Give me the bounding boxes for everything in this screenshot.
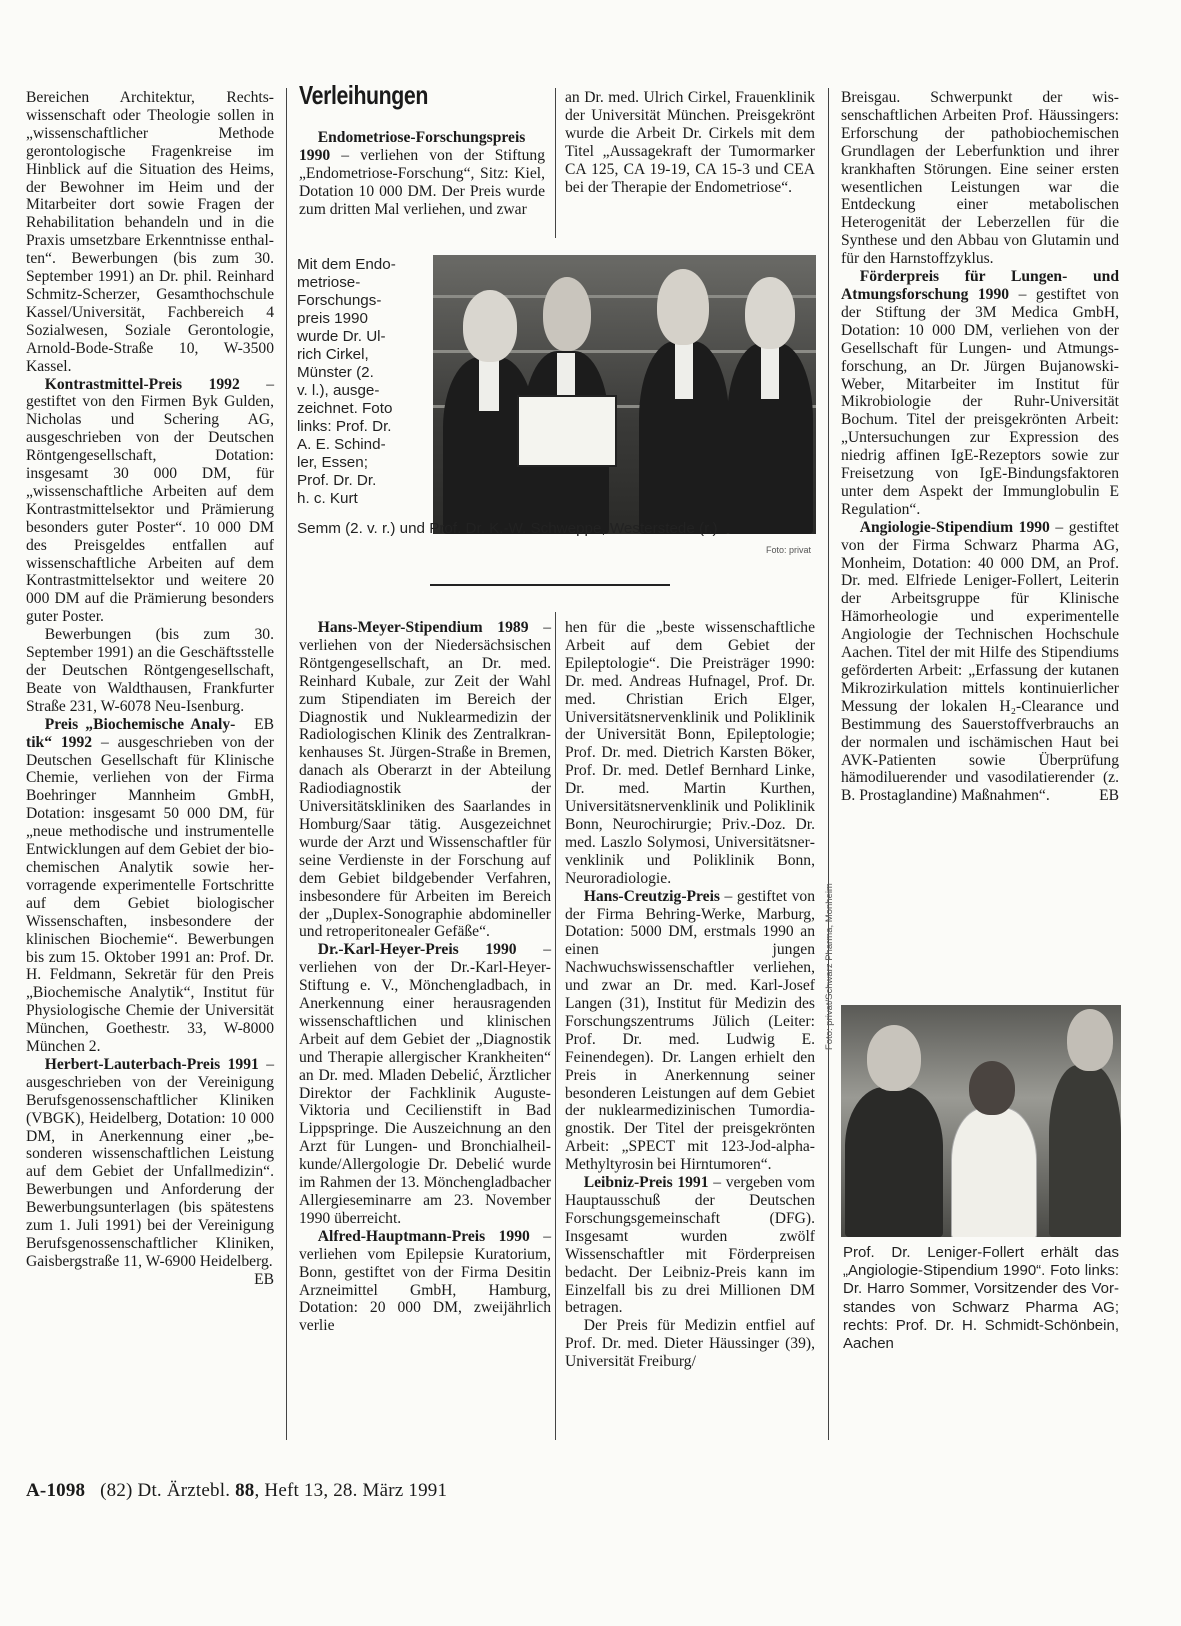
award-title: Herbert-Lauterbach-Preis 1991: [44, 1055, 259, 1073]
paragraph-text: – ausgeschrieben von der Vereinigung Berufsgenossenschaftlicher Kliniken (VBGK), Heidelberg, Dotation: 10 000 DM, in Anerkennung einer „besonderen wissenschaftlichen Leistung auf dem Gebiet der Unfallmedizin“. Bewerbungen und Anforderung der Bewerbungsunterlagen (bis spätestens zum 1. Juli 1991) bei der Vereinigung Berufsgenossenschaftlicher Kliniken, Gaisbergstraße 11, W-6900 Heidelberg.: [26, 1055, 274, 1270]
paragraph: [299, 619, 551, 941]
photo2-credit: Foto: privat/Schwarz Pharma, Monheim: [824, 883, 835, 1050]
paragraph-text: hen für die „beste wissenschaftliche Arbeit auf dem Gebiet der Epileptologie“. Die Preisträger 1990: Dr. med. Andreas Hufnagel, Prof. Dr. med. Christian Erich Elger, Universitätsnervenklinik und Poliklinik der Universität Bonn, Epileptologie; Prof. Dr. med. Dietrich Karsten Böker, Prof. Dr. med. Detlef Bernhard Linke, Dr. med. Martin Kurthen, Universitätsnervenklinik und Poliklinik Bonn, Neurochirurgie; Priv.-Doz. Dr. med. Laszlo Solymosi, Universitätsnervenklinik und Poliklinik Bonn, Neuroradiologie.: [565, 619, 815, 887]
paragraph-text: an Dr. med. Ulrich Cirkel, Frauenklinik der Universität München. Preisgekrönt wurde die Arbeit Dr. Cirkels mit dem Titel „Aussagekraft der Tumormarker CA 125, CA 19-19, CA 15-3 und CEA bei der Therapie der Endometriose“.: [565, 89, 815, 196]
paragraph-text: – gestiftet von der Firma Schwarz Pharma AG, Monheim, Dotation: 40 000 DM, an Prof. Dr. med. Elfriede Leniger-Follert, Leiterin der Arbeitsgruppe für Klinische Hämorheologie und experimentelle Angiologie der Technischen Hochschule Aachen. Titel der mit Hilfe des Stipendiums geförderten Arbeit: „Erfassung der kutanen Mikrozirkulation mittels kontinuierlicher Messung der lokalen H₂-Clearance und Bestimmung des Sauerstoffverbrauchs an der normalen und ischämischen Haut bei AVK-Patienten sowie Überprüfung hämodiluerender und vasodilatierender (z. B. Prostaglandine) Maßnahmen“.: [841, 518, 1120, 805]
paragraph: [565, 89, 815, 196]
journal-volume: 88: [235, 1480, 255, 1501]
person-figure: [841, 1005, 951, 1237]
award-title: Endometriose-Forschungspreis 1990: [299, 129, 526, 164]
paragraph: [26, 716, 274, 1056]
article-column-2-top: [299, 129, 545, 219]
column-rule: [555, 88, 556, 238]
paragraph-text: – verliehen von der Stiftung „Endometriose-Forschung“, Sitz: Kiel, Dotation 10 000 DM. Der Preis wurde zum dritten Mal verliehen, und zwar: [299, 146, 545, 218]
photo1-side-caption: Mit dem Endo- metriose- Forschungs- preis 1990 wurde Dr. Ul- rich Cirkel, Münster (2. v. l.), ausge- zeichnet. Foto links: Prof. Dr. A. E. Schind- ler, Essen; Prof. Dr. Dr. h. c. Kurt: [297, 256, 396, 507]
journal-name: Dt. Ärztebl.: [137, 1480, 231, 1501]
award-ceremony-photo: [433, 255, 816, 534]
stipendium-photo: [841, 1005, 1121, 1237]
paragraph: [299, 1228, 551, 1335]
author-initials: EB: [254, 715, 274, 733]
column-rule: [828, 88, 829, 1440]
person-figure: [723, 255, 816, 534]
award-title: Förderpreis für Lungen- und Atmungsforschung 1990: [841, 268, 1119, 303]
paragraph-text: – verliehen von der Niedersächsischen Röntgengesellschaft, an Dr. med. Reinhard Kubale, zur Zeit der Wahl zum Stipendiaten im Bereich der Diagnostik und Nuklearmedizin der Radiologischen Klinik des Zentralkrankenhauses St. Jürgen-Straße in Bremen, danach als Oberarzt in der Abteilung Radiodiagnostik der Universitätskliniken des Saarlandes in Homburg/Saar tätig. Ausgezeichnet wurde der Arzt und Wissenschaftler für seine Verdienste in der Forschung auf dem Gebiet bildgebender Verfahren, insbesondere für Arbeiten im Bereich der „Duplex-Sonographie abdomineller und retroperitonealer Gefäße“.: [299, 619, 551, 941]
page-id: A-1098: [26, 1480, 86, 1501]
column-rule: [286, 88, 287, 1440]
paragraph: [26, 89, 274, 376]
photo1-credit: Foto: privat: [766, 545, 812, 555]
paragraph: [565, 619, 815, 888]
paragraph-text: – gestiftet von der Stiftung der 3M Medica GmbH, Dotation: 10 000 DM, verliehen von der Gesellschaft für Lungen- und Atmungsforschung, an Dr. Jürgen Bujanowski-Weber, Mitarbeiter im Institut für Mikrobiologie der Ruhr-Universität Bochum. Titel der preisgekrönten Arbeit: „Untersuchungen zur Expression des niedrig affinen IgE-Rezeptors sowie zur Freisetzung von IgE-Bindungsfaktoren unter dem Aspekt der Immunglobulin E Regulation“.: [841, 285, 1119, 518]
paragraph: [841, 268, 1119, 519]
photo1-bottom-caption: Semm (2. v. r.) und Prof. Dr. K.-W. Schweppe, Westerstede (r.): [297, 520, 718, 537]
award-title: Kontrastmittel-Preis 1992: [44, 375, 240, 393]
photo2-caption: Prof. Dr. Leniger-Follert erhält das „Angiologie-Stipendium 1990“. Foto links: Dr. Harro Sommer, Vorsitzender des Vorstandes von Schwarz Pharma AG; rechts: Prof. Dr. H. Schmidt-Schönbein, Aachen: [843, 1244, 1119, 1353]
award-title: Leibniz-Preis 1991: [583, 1174, 709, 1192]
article-column-2-bottom: [299, 619, 551, 1335]
paragraph: [565, 1174, 815, 1317]
award-title: Dr.-Karl-Heyer-Preis 1990: [317, 941, 517, 959]
award-certificate: [517, 395, 617, 467]
paragraph: [26, 376, 274, 627]
section-heading: Verleihungen: [299, 80, 428, 110]
journal-issue: , Heft 13, 28. März 1991: [254, 1480, 448, 1501]
paragraph-text: – ausgeschrieben von der Deutschen Gesellschaft für Klinische Chemie, verliehen von der Firma Boehringer Mannheim GmbH, Dotation: insgesamt 50 000 DM, für „neue methodische und instrumentelle Entwicklungen auf dem Gebiet der biochemischen Analytik sowie hervorragende experimentelle Fortschritte auf dem Gebiet biologischer Wissenschaften, insbesondere der klinischen Biochemie“. Bewerbungen bis zum 15. Oktober 1991 an: Prof. Dr. H. Feldmann, Sekretär für den Preis „Biochemische Analytik“, Institut für Physiologische Chemie der Universität München, Goethestr. 33, W-8000 München 2.: [26, 733, 274, 1056]
paragraph-text: – verliehen vom Epilepsie Kuratorium, Bonn, gestiftet von der Firma Desitin Arzneimittel GmbH, Hamburg, Dotation: 20 000 DM, zweijährlich verlie: [299, 1227, 551, 1335]
award-title: Hans-Creutzig-Preis: [583, 887, 720, 905]
person-figure: [633, 255, 733, 534]
paragraph: [565, 1317, 815, 1371]
paragraph-text: Bereichen Architektur, Rechtswissenschaft oder Theologie sollen in „wissenschaftlicher Methode gerontologische Fragenkreise im Hinblick auf die Situation des Heims, der Bewohner im Heim und der Mitarbeiter dort sowie Fragen der Rehabilitation behandeln und in die Praxis umsetzbare Erkenntnisse enthalten“. Bewerbungen (bis zum 30. September 1991) an Dr. phil. Reinhard Schmitz-Scherzer, Gesamthochschule Kassel/Universität, Fachbereich 4 Sozialwesen, Soziale Gerontologie, Arnold-Bode-Straße 10, W-3500 Kassel.: [26, 89, 274, 375]
article-column-3-top: [565, 89, 815, 196]
person-figure: [941, 1005, 1041, 1237]
award-title: Preis „Biochemische Analytik“ 1992: [26, 715, 236, 751]
paragraph-text: – gestiftet von den Firmen Byk Gulden, Nicholas und Schering AG, ausgeschrieben von der Deutschen Röntgengesellschaft, Dotation: insgesamt 30 000 DM, für „wissenschaftliche Arbeiten auf dem Kontrastmittelsektor und Prämierung besonders guter Poster“. 10 000 DM des Preisgeldes entfallen auf wissenschaftliche Arbeiten auf dem Kontrastmittelsektor und weitere 20 000 DM auf die Prämierung besonders guter Poster.: [26, 375, 274, 626]
paragraph: [299, 941, 551, 1228]
paragraph-text: – vergeben vom Hauptausschuß der Deutschen Forschungsgemeinschaft (DFG). Insgesamt wurden zwölf Wissenschaftler mit Förderpreisen bedacht. Der Leibniz-Preis kann im Einzelfall bis zu drei Millionen DM betragen.: [565, 1174, 815, 1317]
page-number: (82): [100, 1480, 133, 1501]
award-title: Angiologie-Stipendium 1990: [859, 518, 1050, 536]
paragraph: [841, 89, 1119, 268]
award-title: Alfred-Hauptmann-Preis 1990: [317, 1227, 530, 1245]
award-title: Hans-Meyer-Stipendium 1989: [317, 619, 529, 636]
article-column-3-bottom: [565, 619, 815, 1371]
paragraph-text: – verliehen von der Dr.-Karl-Heyer-Stiftung e. V., Mönchengladbach, in Anerkennung einer herausragenden wissenschaftlichen und klinischen Arbeit auf dem Gebiet der „Diagnostik und Therapie allergischer Krankheiten“ an Dr. med. Mladen Debelić, Ärztlicher Direktor der Fachklinik Auguste-Viktoria und Cecilienstift in Bad Lippspringe. Die Auszeichnung an den Arzt für Lungen- und Bronchialheilkunde/Allergologie Dr. Debelić wurde im Rahmen der 13. Mönchengladbacher Allergieseminarre am 23. November 1990 überreicht.: [299, 941, 551, 1227]
paragraph: [26, 1055, 274, 1288]
paragraph-text: Breisgau. Schwerpunkt der wissenschaftlichen Arbeiten Prof. Häussingers: Erforschung der pathobiochemischen Grundlagen der Leberfunktion und ihrer krankhaften Störungen. Eine seiner ersten wesentlichen Leistungen war die Entdeckung einer metabolischen Heterogenität der Leberzellen für die Synthese und den Abbau von Glutamin und für den Harnstoffzyklus.: [841, 89, 1119, 268]
article-column-1: [26, 89, 274, 1289]
page-footer: [26, 1480, 447, 1502]
author-initials: EB: [1099, 787, 1119, 805]
paragraph: [299, 129, 545, 219]
section-divider: [430, 584, 670, 586]
paragraph: [565, 888, 815, 1175]
paragraph-text: Bewerbungen (bis zum 30. September 1991) an die Geschäftsstelle der Deutschen Röntgengesellschaft, Beate von Waldthausen, Frankfurter Straße 231, W-6078 Neu-Isenburg.: [26, 626, 274, 715]
column-rule: [555, 612, 556, 1440]
paragraph-text: Der Preis für Medizin entfiel auf Prof. Dr. med. Dieter Häussinger (39), Universität Freiburg/: [565, 1317, 815, 1371]
author-initials: EB: [254, 1270, 274, 1288]
article-column-4: [841, 89, 1119, 805]
paragraph-text: – gestiftet von der Firma Behring-Werke, Marburg, Dotation: 5000 DM, erstmals 1990 an einen jungen Nachwuchswissenschaftler verliehen, und zwar an Dr. med. Karl-Josef Langen (31), Institut für Medizin des Forschungszentrums Jülich (Leiter: Prof. Dr. med. Ludwig E. Feinendegen). Dr. Langen erhielt den Preis in Anerkennung seiner besonderen Leistungen auf dem Gebiet der nuklearmedizinischen Tumordiagnostik. Der Titel der preisgekrönten Arbeit: „SPECT mit 123-Jod-alpha-Methyltyrosin bei Hirntumoren“.: [565, 887, 815, 1174]
paragraph: [841, 519, 1119, 806]
person-figure: [1041, 1005, 1121, 1237]
